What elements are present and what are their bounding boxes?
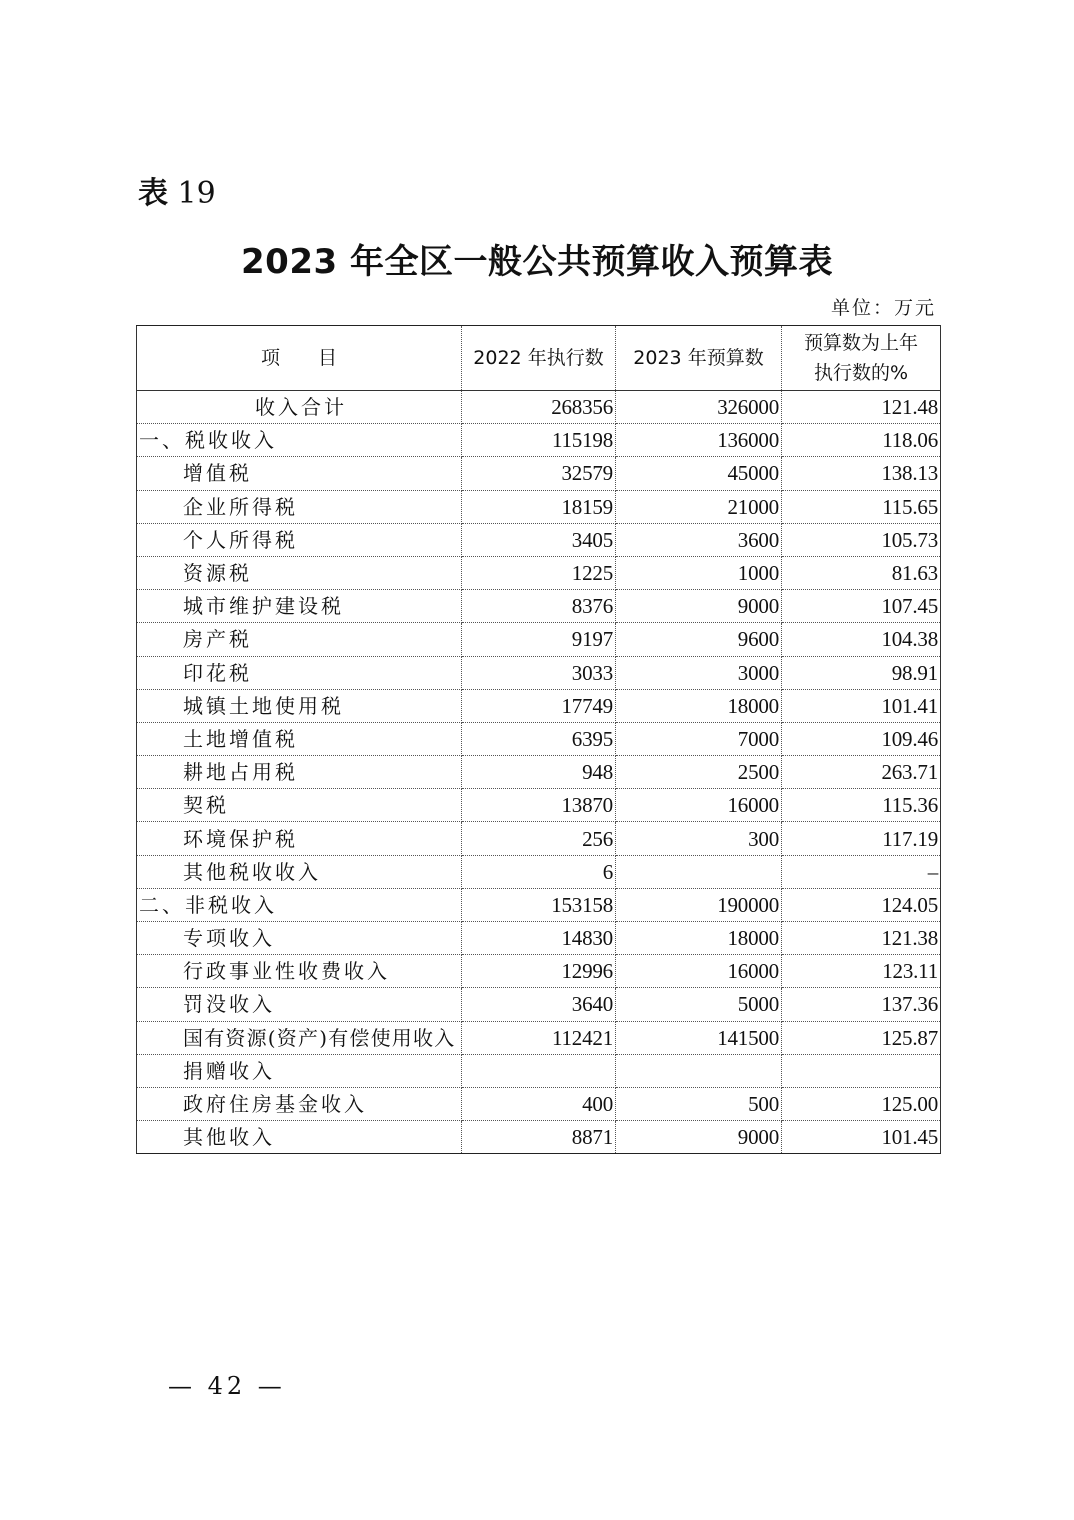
row-name: 政府住房基金收入 <box>137 1087 462 1120</box>
column-header-percent-line1: 预算数为上年 <box>803 332 918 354</box>
row-name: 企业所得税 <box>137 490 462 523</box>
row-percent: 98.91 <box>782 656 941 689</box>
row-name: 环境保护税 <box>137 822 462 855</box>
row-2022-actual: 3405 <box>462 523 616 556</box>
row-name: 资源税 <box>137 556 462 589</box>
row-name: 城镇土地使用税 <box>137 689 462 722</box>
row-2022-actual: 12996 <box>462 955 616 988</box>
row-2023-budget: 9000 <box>616 1121 782 1154</box>
row-percent: 107.45 <box>782 590 941 623</box>
table-row <box>137 722 941 755</box>
row-2023-budget: 16000 <box>616 789 782 822</box>
row-name: 专项收入 <box>137 922 462 955</box>
table-row <box>137 955 941 988</box>
row-2023-budget <box>616 855 782 888</box>
row-2023-budget: 141500 <box>616 1021 782 1054</box>
row-2022-actual: 6395 <box>462 722 616 755</box>
column-header-2023-budget: 2023 年预算数 <box>616 326 782 391</box>
table-row <box>137 756 941 789</box>
table-row <box>137 855 941 888</box>
table-row <box>137 424 941 457</box>
row-2023-budget: 16000 <box>616 955 782 988</box>
row-2022-actual: 13870 <box>462 789 616 822</box>
table-row <box>137 822 941 855</box>
row-2022-actual: 400 <box>462 1087 616 1120</box>
row-percent: 121.38 <box>782 922 941 955</box>
row-2023-budget: 2500 <box>616 756 782 789</box>
row-2022-actual: 17749 <box>462 689 616 722</box>
row-percent: 104.38 <box>782 623 941 656</box>
table-row <box>137 1121 941 1154</box>
column-header-percent-line2: 执行数的% <box>813 362 909 384</box>
table-row <box>137 490 941 523</box>
row-2023-budget: 190000 <box>616 888 782 921</box>
table-row <box>137 623 941 656</box>
table-row <box>137 988 941 1021</box>
row-2023-budget: 3000 <box>616 656 782 689</box>
header-row <box>137 326 941 391</box>
table-row <box>137 391 941 424</box>
row-percent: 118.06 <box>782 424 941 457</box>
row-2023-budget: 7000 <box>616 722 782 755</box>
row-name: 城市维护建设税 <box>137 590 462 623</box>
column-header-percent <box>782 326 941 391</box>
row-name: 其他税收收入 <box>137 855 462 888</box>
row-2022-actual: 8376 <box>462 590 616 623</box>
table-row <box>137 789 941 822</box>
row-2023-budget: 21000 <box>616 490 782 523</box>
row-percent: 101.45 <box>881 1125 938 1150</box>
row-2022-actual: 1225 <box>462 556 616 589</box>
table-row <box>137 523 941 556</box>
row-2023-budget: 9600 <box>616 623 782 656</box>
column-header-2022-actual: 2022 年执行数 <box>462 326 616 391</box>
table-label-prefix: 表 <box>138 176 168 211</box>
table-row <box>137 1087 941 1120</box>
row-name: 印花税 <box>137 656 462 689</box>
table-row <box>137 590 941 623</box>
row-name: 土地增值税 <box>137 722 462 755</box>
table-row <box>137 689 941 722</box>
row-name: 行政事业性收费收入 <box>137 955 462 988</box>
table-row <box>137 556 941 589</box>
row-percent: 123.11 <box>782 955 941 988</box>
row-name: 其他收入 <box>137 1121 462 1154</box>
column-header-item: 项目 <box>137 326 462 391</box>
row-2022-actual: 14830 <box>462 922 616 955</box>
table-row <box>137 922 941 955</box>
row-percent: 125.87 <box>782 1021 941 1054</box>
row-2023-budget: 1000 <box>616 556 782 589</box>
row-percent: 105.73 <box>782 523 941 556</box>
row-name: 契税 <box>137 789 462 822</box>
row-2023-budget: 3600 <box>616 523 782 556</box>
row-name: 耕地占用税 <box>137 756 462 789</box>
table-row <box>137 1054 941 1087</box>
table-row <box>137 888 941 921</box>
row-2022-actual: 32579 <box>462 457 616 490</box>
row-2023-budget: 9000 <box>616 590 782 623</box>
row-2023-budget: 18000 <box>616 689 782 722</box>
row-2022-actual: 115198 <box>462 424 616 457</box>
row-name: 房产税 <box>137 623 462 656</box>
table-header <box>137 326 941 391</box>
budget-table <box>136 325 941 1154</box>
row-percent: 117.19 <box>782 822 941 855</box>
table-label-number: 19 <box>168 176 216 211</box>
row-percent: 125.00 <box>782 1087 941 1120</box>
row-2022-actual: 3640 <box>462 988 616 1021</box>
row-2023-budget: 18000 <box>616 922 782 955</box>
row-percent: 81.63 <box>782 556 941 589</box>
row-2023-budget: 300 <box>616 822 782 855</box>
row-2022-actual: 112421 <box>462 1021 616 1054</box>
row-2022-actual: 3033 <box>462 656 616 689</box>
row-2023-budget: 136000 <box>616 424 782 457</box>
row-percent: 137.36 <box>782 988 941 1021</box>
row-2022-actual: 948 <box>462 756 616 789</box>
page-title: 2023 年全区一般公共预算收入预算表 <box>241 242 833 282</box>
row-percent: – <box>782 855 941 888</box>
row-2022-actual: 8871 <box>462 1121 616 1154</box>
row-2023-budget: 500 <box>616 1087 782 1120</box>
row-percent: 115.65 <box>782 490 941 523</box>
row-name: 个人所得税 <box>137 523 462 556</box>
row-percent: 263.71 <box>782 756 941 789</box>
row-2022-actual: 9197 <box>462 623 616 656</box>
table-row <box>137 1021 941 1054</box>
row-percent: 121.48 <box>782 391 941 424</box>
row-name: 一、税收收入 <box>137 424 462 457</box>
table-row <box>137 457 941 490</box>
row-name: 国有资源(资产)有偿使用收入 <box>137 1021 462 1054</box>
row-name: 收入合计 <box>137 391 462 424</box>
row-percent: 124.05 <box>782 888 941 921</box>
row-2022-actual: 256 <box>462 822 616 855</box>
row-2023-budget: 326000 <box>616 391 782 424</box>
unit-label: 单位：万元 <box>830 297 936 319</box>
row-2022-actual: 18159 <box>462 490 616 523</box>
table-label <box>138 172 216 216</box>
row-percent <box>782 1054 941 1087</box>
row-2023-budget: 45000 <box>616 457 782 490</box>
row-name: 捐赠收入 <box>137 1054 462 1087</box>
row-name: 增值税 <box>137 457 462 490</box>
row-2022-actual: 6 <box>462 855 616 888</box>
row-2022-actual <box>462 1054 616 1087</box>
row-percent: 115.36 <box>782 789 941 822</box>
row-name: 罚没收入 <box>137 988 462 1021</box>
row-2023-budget: 5000 <box>616 988 782 1021</box>
row-percent: 138.13 <box>782 457 941 490</box>
table-body <box>137 391 941 1154</box>
row-percent: 101.41 <box>782 689 941 722</box>
row-2022-actual: 268356 <box>462 391 616 424</box>
row-2022-actual: 153158 <box>462 888 616 921</box>
row-name: 二、非税收入 <box>137 888 462 921</box>
row-percent: 109.46 <box>782 722 941 755</box>
table-row <box>137 656 941 689</box>
page-number: — 42 — <box>168 1372 286 1400</box>
row-2023-budget <box>616 1054 782 1087</box>
